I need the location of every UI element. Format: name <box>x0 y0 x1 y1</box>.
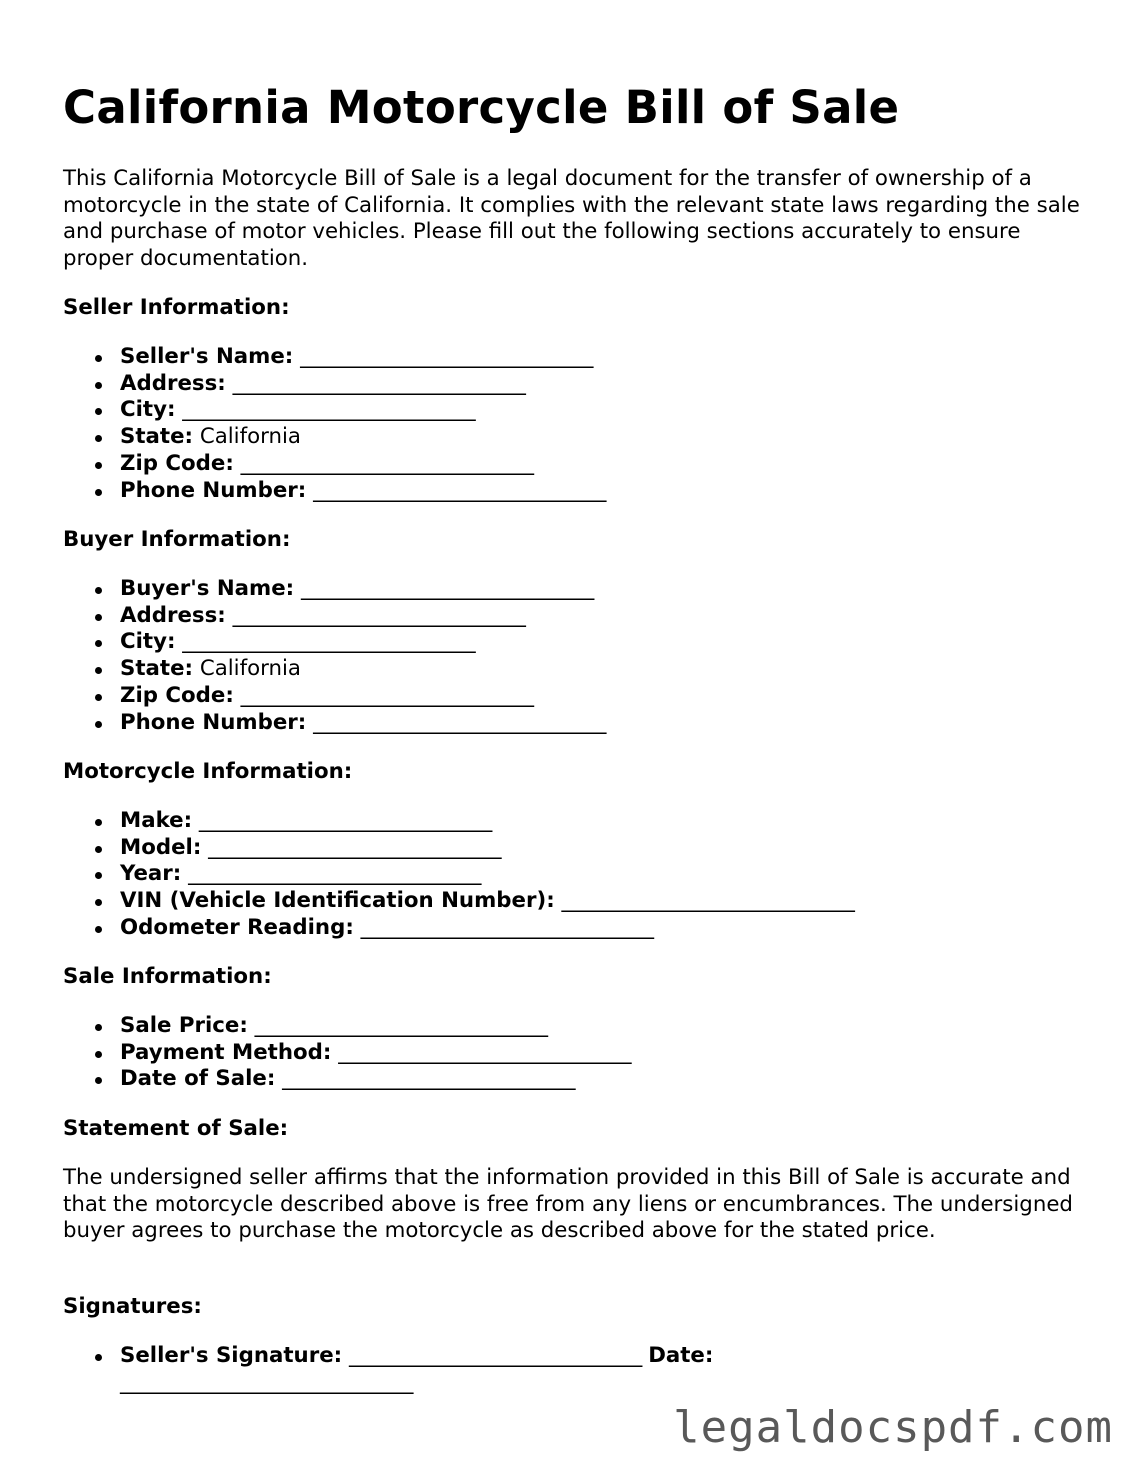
buyer-field-item <box>63 683 606 710</box>
seller-signature-item <box>63 1343 1063 1396</box>
sale-section-heading: Sale Information: <box>63 964 272 989</box>
sale-field-label: Date of Sale: <box>120 1066 276 1092</box>
motorcycle-field-blank-line[interactable]: ______________________________ <box>360 914 654 940</box>
seller-fields <box>63 344 606 504</box>
signature-date-line[interactable]: ______________________________ <box>120 1369 413 1395</box>
buyer-field-blank-line[interactable]: ______________________________ <box>182 629 475 655</box>
seller-section-heading: Seller Information: <box>63 295 290 320</box>
buyer-field-item <box>63 656 606 683</box>
motorcycle-fields <box>63 808 854 942</box>
sale-fields <box>63 1013 631 1093</box>
motorcycle-field-label: Model: <box>120 834 202 860</box>
seller-field-blank-line[interactable]: ______________________________ <box>232 370 526 396</box>
seller-field-item <box>63 424 606 451</box>
seller-field-label: Phone Number: <box>120 477 307 503</box>
sale-field-item <box>63 1066 631 1093</box>
seller-field-label: Address: <box>120 370 226 396</box>
sale-field-item <box>63 1040 631 1067</box>
sale-field-blank-line[interactable]: ______________________________ <box>254 1013 548 1038</box>
statement-text: The undersigned seller affirms that the information provided in this Bill of Sale is accurate and that the motorcycle described above is free from any liens or encumbrances. The undersigned buyer agrees to purchase the motorcycle as described above for the stated price. <box>63 1165 1073 1244</box>
signatures-section-heading: Signatures: <box>63 1294 202 1319</box>
buyer-fields <box>63 576 606 736</box>
seller-field-item <box>63 397 606 424</box>
buyer-field-label: Zip Code: <box>120 682 234 708</box>
motorcycle-field-label: Year: <box>120 861 182 887</box>
motorcycle-field-label: VIN (Vehicle Identification Number): <box>120 888 555 914</box>
buyer-field-blank-line[interactable]: ______________________________ <box>300 576 594 601</box>
seller-field-label: City: <box>120 397 176 423</box>
sale-field-item <box>63 1013 631 1040</box>
seller-field-value: California <box>199 424 301 450</box>
motorcycle-field-item <box>63 915 854 942</box>
document-title: California Motorcycle Bill of Sale <box>63 81 900 134</box>
seller-field-blank-line[interactable]: ______________________________ <box>300 344 593 369</box>
motorcycle-field-label: Odometer Reading: <box>120 914 354 940</box>
seller-field-label: State: <box>120 424 194 450</box>
motorcycle-field-item <box>63 861 854 888</box>
seller-signature-label: Seller's Signature: <box>120 1343 343 1368</box>
statement-section-heading: Statement of Sale: <box>63 1116 289 1141</box>
sale-field-label: Payment Method: <box>120 1039 332 1065</box>
motorcycle-field-blank-line[interactable]: ______________________________ <box>561 888 854 914</box>
seller-field-blank-line[interactable]: ______________________________ <box>240 450 534 476</box>
watermark: legaldocspdf.com <box>673 1402 1113 1453</box>
signature-fields <box>63 1343 1063 1396</box>
buyer-field-label: City: <box>120 629 176 655</box>
buyer-field-value: California <box>199 656 301 682</box>
motorcycle-field-item <box>63 808 854 835</box>
motorcycle-field-item <box>63 888 854 915</box>
sale-field-label: Sale Price: <box>120 1013 248 1038</box>
buyer-field-item <box>63 576 606 603</box>
seller-field-blank-line[interactable]: ______________________________ <box>182 397 475 423</box>
buyer-field-blank-line[interactable]: ______________________________ <box>313 709 606 735</box>
seller-signature-line[interactable]: ______________________________ <box>348 1343 642 1368</box>
seller-field-item <box>63 344 606 371</box>
seller-field-item <box>63 478 606 505</box>
motorcycle-field-blank-line[interactable]: ______________________________ <box>208 834 501 860</box>
buyer-field-blank-line[interactable]: ______________________________ <box>232 602 526 628</box>
buyer-field-label: Buyer's Name: <box>120 576 295 601</box>
motorcycle-field-item <box>63 835 854 862</box>
seller-field-item <box>63 451 606 478</box>
seller-field-label: Zip Code: <box>120 450 234 476</box>
sale-field-blank-line[interactable]: ______________________________ <box>338 1039 631 1065</box>
buyer-field-label: Phone Number: <box>120 709 307 735</box>
signature-date-label: Date: <box>648 1343 714 1368</box>
seller-field-item <box>63 371 606 398</box>
buyer-field-label: Address: <box>120 602 226 628</box>
buyer-field-item <box>63 603 606 630</box>
buyer-field-item <box>63 710 606 737</box>
seller-field-label: Seller's Name: <box>120 344 294 369</box>
motorcycle-field-label: Make: <box>120 808 193 833</box>
buyer-field-item <box>63 629 606 656</box>
motorcycle-field-blank-line[interactable]: ______________________________ <box>188 861 481 887</box>
seller-field-blank-line[interactable]: ______________________________ <box>313 477 606 503</box>
buyer-field-label: State: <box>120 656 194 682</box>
buyer-section-heading: Buyer Information: <box>63 527 291 552</box>
intro-paragraph: This California Motorcycle Bill of Sale is a legal document for the transfer of ownership of a motorcycle in the state of California. It complies with the relevant state laws regarding the sale and purchase of motor vehicles. Please fill out the following sections accurately to ensure proper documentation. <box>63 166 1080 272</box>
buyer-field-blank-line[interactable]: ______________________________ <box>240 682 534 708</box>
motorcycle-field-blank-line[interactable]: ______________________________ <box>198 808 492 833</box>
motorcycle-section-heading: Motorcycle Information: <box>63 759 353 784</box>
sale-field-blank-line[interactable]: ______________________________ <box>282 1066 575 1092</box>
